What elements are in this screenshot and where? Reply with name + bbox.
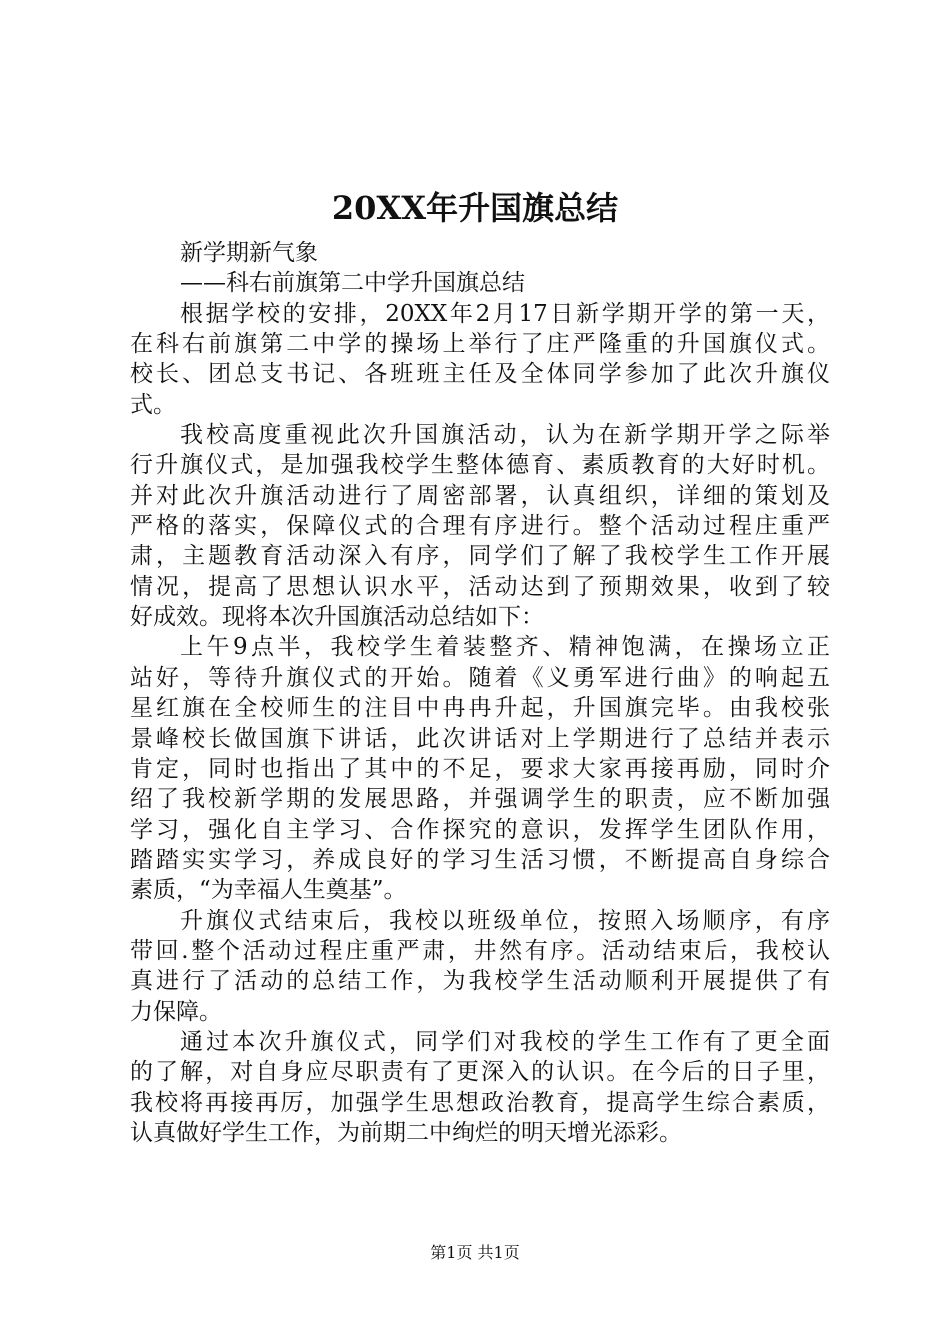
page-footer: 第1页 共1页 [430, 1243, 520, 1262]
text-line: 我校将再接再厉，加强学生思想政治教育，提高学生综合素质， [130, 1089, 830, 1116]
document-title: 20XX年升国旗总结 [331, 189, 619, 227]
text-line: 带回.整个活动过程庄重严肃，井然有序。活动结束后，我校认 [130, 937, 830, 964]
text-line: 情况，提高了思想认识水平，活动达到了预期效果，收到了较 [130, 573, 830, 600]
text-line: 学习，强化自主学习、合作探究的意识，发挥学生团队作用， [130, 816, 830, 843]
text-line: 在科右前旗第二中学的操场上举行了庄严隆重的升国旗仪式。 [130, 331, 830, 358]
text-line: 力保障。 [130, 998, 222, 1025]
text-line: 素质，“为幸福人生奠基”。 [130, 877, 407, 904]
text-line: 升旗仪式结束后，我校以班级单位，按照入场顺序，有序 [180, 907, 830, 934]
text-line: 肯定，同时也指出了其中的不足，要求大家再接再励，同时介 [130, 755, 830, 782]
text-line: 通过本次升旗仪式，同学们对我校的学生工作有了更全面 [180, 1028, 830, 1055]
text-line: 绍了我校新学期的发展思路，并强调学生的职责，应不断加强 [130, 786, 830, 813]
text-line: 并对此次升旗活动进行了周密部署，认真组织，详细的策划及 [130, 482, 830, 509]
text-line: 的了解，对自身应尽职责有了更深入的认识。在今后的日子里， [130, 1059, 830, 1086]
text-line: 踏踏实实学习，养成良好的学习生活习惯，不断提高自身综合 [130, 846, 830, 873]
text-line: 站好，等待升旗仪式的开始。随着《义勇军进行曲》的响起五 [130, 664, 830, 691]
text-line: 认真做好学生工作，为前期二中绚烂的明天增光添彩。 [130, 1119, 682, 1146]
text-line: 真进行了活动的总结工作，为我校学生活动顺利开展提供了有 [130, 968, 830, 995]
text-line: 肃，主题教育活动深入有序，同学们了解了我校学生工作开展 [130, 543, 830, 570]
text-line: 新学期新气象 [180, 240, 318, 266]
text-line: 式。 [130, 391, 176, 418]
text-line: 我校高度重视此次升国旗活动，认为在新学期开学之际举 [180, 422, 830, 449]
text-line: 行升旗仪式，是加强我校学生整体德育、素质教育的大好时机。 [130, 452, 830, 479]
text-line: 星红旗在全校师生的注目中冉冉升起，升国旗完毕。由我校张 [130, 695, 830, 722]
document-body [130, 238, 830, 1148]
text-line: 上午9点半，我校学生着装整齐、精神饱满，在操场立正 [180, 634, 830, 661]
text-line: 景峰校长做国旗下讲话，此次讲话对上学期进行了总结并表示 [130, 725, 830, 752]
text-line: ——科右前旗第二中学升国旗总结 [180, 270, 525, 297]
text-line: 校长、团总支书记、各班班主任及全体同学参加了此次升旗仪 [130, 361, 830, 388]
text-line: 严格的落实，保障仪式的合理有序进行。整个活动过程庄重严 [130, 513, 830, 540]
text-line: 根据学校的安排，20XX年2月17日新学期开学的第一天， [180, 300, 830, 327]
text-line: 好成效。现将本次升国旗活动总结如下： [130, 604, 544, 631]
